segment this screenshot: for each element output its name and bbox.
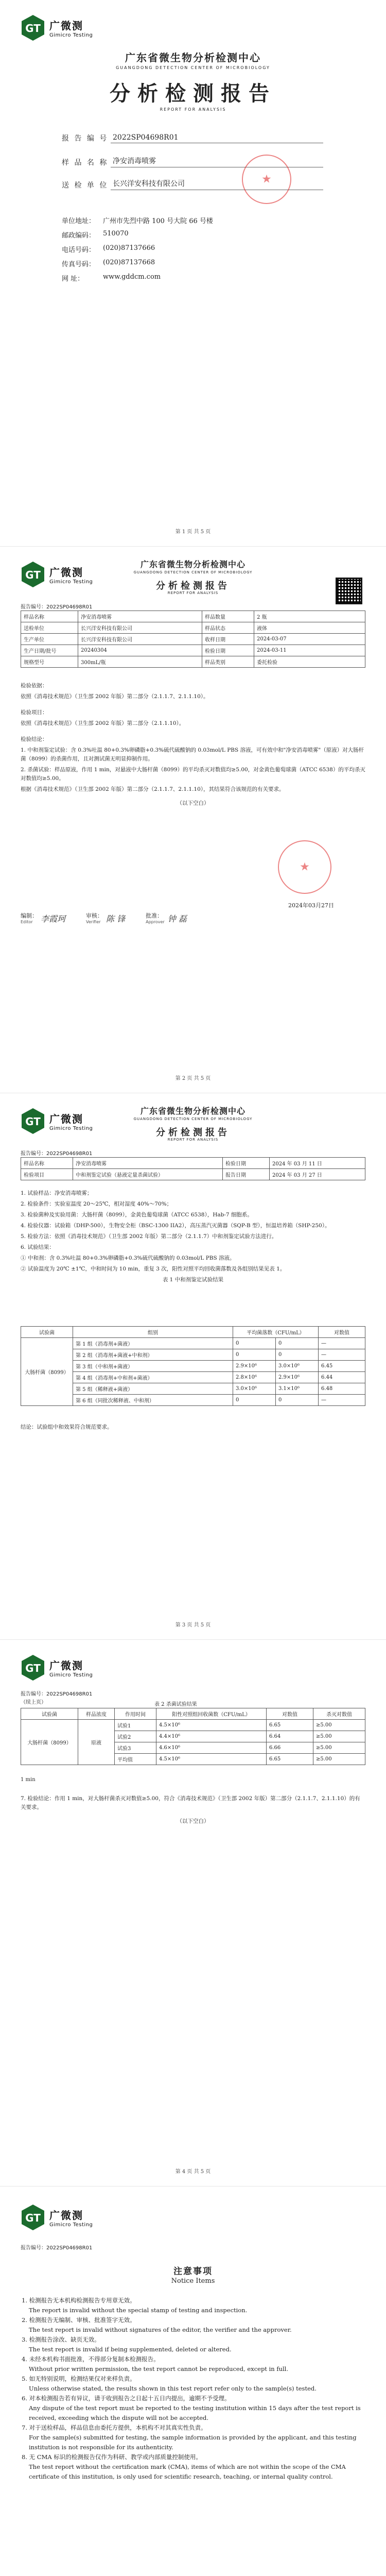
- neutralizer-result-table: [21, 1326, 365, 1406]
- report-title-en: REPORT FOR ANALYSIS: [167, 591, 219, 595]
- cell: 样品名称: [21, 1158, 73, 1169]
- cell: 第 3 组（中和剂+菌液）: [73, 1361, 233, 1372]
- cover-field-report-no: [62, 133, 323, 143]
- sample-info-table: [21, 611, 365, 668]
- cell: 6.66: [267, 1742, 313, 1754]
- info-postcode: [62, 230, 129, 240]
- report-number: 报告编号：2022SP04698R01: [21, 604, 93, 610]
- table-row: [21, 1158, 365, 1169]
- info-fax: [62, 259, 155, 268]
- cell: 4.6×10⁶: [156, 1742, 267, 1754]
- col-header: 平均菌落数（CFU/mL）: [233, 1327, 319, 1338]
- logo-cn: 广微测: [49, 2209, 83, 2222]
- info-value: (020)87137666: [103, 244, 155, 252]
- logo-cn: 广微测: [49, 1659, 83, 1672]
- paragraph: ② 试验温度为 20℃ ±1℃，中和时间为 10 min，重复 3 次，阳性对照平均回收菌落数及各组别结果见表 1。: [21, 1266, 286, 1272]
- table-row: [21, 1372, 365, 1383]
- report-title-en: REPORT FOR ANALYSIS: [160, 107, 226, 112]
- report-number: 报告编号：2022SP04698R01: [21, 2245, 93, 2251]
- report-number: 报告编号：2022SP04698R01: [21, 1151, 93, 1157]
- cell: 第 6 组（同批次稀释液、中和剂）: [73, 1395, 233, 1406]
- cell: 4.5×10⁶: [156, 1720, 267, 1731]
- info-label: 网 址：: [62, 275, 84, 283]
- info-website: [62, 273, 161, 283]
- col-header: 试验菌: [21, 1708, 78, 1720]
- svg-text:GT: GT: [25, 1115, 41, 1128]
- org-logo: [21, 2202, 93, 2233]
- cell: 平均值: [115, 1754, 156, 1765]
- cell: 样品名称: [21, 611, 78, 622]
- svg-text:GT: GT: [25, 1662, 41, 1674]
- col-header: 试验菌: [21, 1327, 73, 1338]
- notice-item: 5. 如无特别说明，检测结果仅对来样负责。: [22, 2375, 136, 2382]
- conclusion-section: [21, 1794, 365, 1828]
- page-number: 第 4 页 共 5 页: [175, 2169, 211, 2175]
- info-label: 传真号码：: [62, 261, 96, 268]
- info-value: www.gddcm.com: [103, 273, 161, 281]
- cell: 20240304: [78, 645, 202, 656]
- org-name: 广东省微生物分析检测中心: [125, 52, 261, 64]
- paragraph: 4. 检验仪器：试验箱（DHP-500），生物安全柜（BSC-1300 IIA2），高压蒸汽灭菌器（SQP-B 型），恒温培养箱（SHP-250）。: [21, 1223, 330, 1229]
- cell: 收样日期: [202, 634, 254, 645]
- logo-cn: 广微测: [49, 1113, 83, 1125]
- signer-editor: [21, 911, 65, 924]
- field-value: 净安消毒喷雾: [111, 156, 323, 167]
- cell: 净安消毒喷雾: [73, 1158, 223, 1169]
- cell: 第 5 组（稀释液+菌液）: [73, 1383, 233, 1395]
- signature: 钟 磊: [167, 914, 187, 924]
- org-logo: [21, 1652, 93, 1683]
- signer-role-en: Approver: [146, 920, 165, 924]
- conclusion-text: 2. 杀菌试验：样品原液，作用 1 min，对悬液中大肠杆菌（8099）的平均杀灭对数值均≥5.00，对金黄色葡萄球菌（ATCC 6538）的平均杀灭对数值均≥5.00。: [21, 767, 365, 782]
- cell: —: [319, 1395, 365, 1406]
- cell: 试验2: [115, 1731, 156, 1742]
- notice-item: 1. 检测报告无本机构检测报告专用章无效。: [22, 2297, 136, 2304]
- org-logo: [21, 12, 93, 43]
- cell: —: [319, 1349, 365, 1361]
- table-header-row: [21, 1708, 365, 1720]
- basis-text: 依照《消毒技术规范》（卫生部 2002 年版）第二部分（2.1.1.7、2.1.1.10）。: [21, 693, 209, 700]
- cell: 液体: [254, 622, 365, 634]
- signer-role: 编制：: [21, 912, 38, 919]
- org-name-en: GUANGDONG DETECTION CENTER OF MICROBIOLOGY: [116, 65, 270, 70]
- col-header: 阳性对照组回收菌数（CFU/mL）: [156, 1708, 267, 1720]
- info-value: 广州市先烈中路 100 号大院 66 号楼: [103, 217, 213, 225]
- page-summary: [0, 547, 386, 1093]
- blank-note: （以下空白）: [177, 1818, 209, 1824]
- org-name: 广东省微生物分析检测中心: [140, 1106, 245, 1116]
- notice-item-en: The report is invalid without the special stamp of testing and inspection.: [29, 2307, 248, 2314]
- table-footnote: 结论：试验组中和效果符合规范要求。: [21, 1424, 113, 1430]
- field-label: 样 品 名 称: [62, 159, 109, 167]
- cell: 6.65: [267, 1754, 313, 1765]
- cell: 300mL/瓶: [78, 656, 202, 668]
- cell: 样品数量: [202, 611, 254, 622]
- org-name-en: GUANGDONG DETECTION CENTER OF MICROBIOLOGY: [133, 570, 253, 574]
- official-seal: ★: [242, 155, 291, 204]
- notice-item-en: The test report is invalid without signatures of the editor, the verifier and the approver.: [29, 2326, 292, 2333]
- paragraph: ① 中和剂：含 0.3%吐温 80+0.3%卵磷脂+0.3%硫代硫酸钠的 0.03mol/L PBS 溶液。: [21, 1255, 235, 1261]
- org-name: 广东省微生物分析检测中心: [140, 560, 245, 569]
- conclusion-text: 1. 中和剂鉴定试验：含 0.3%吐温 80+0.3%卵磷脂+0.3%硫代硫酸钠的 0.03mol/L PBS 溶液，可有效中和"净安消毒喷雾"（原液）对大肠杆菌（8099）的杀菌作用，且对测试菌无明显抑制作用。: [21, 747, 364, 762]
- report-title: 分析检测报告: [156, 1127, 230, 1138]
- report-date: 2024年03月27日: [288, 902, 334, 909]
- cell: 生产日期/批号: [21, 645, 78, 656]
- paragraph: 3. 检验菌种及实验用菌：大肠杆菌（8099），金黄色葡萄球菌（ATCC 6538），Hab-7 细胞系。: [21, 1212, 253, 1218]
- table-row: [21, 1361, 365, 1372]
- org-name-en: GUANGDONG DETECTION CENTER OF MICROBIOLOGY: [133, 1117, 253, 1121]
- conclusion-text: 7. 检验结论：作用 1 min，对大肠杆菌杀灭对数值≥5.00，符合《消毒技术规范》（卫生部 2002 年版）第二部分（2.1.1.7、2.1.1.10）的有关要求。: [21, 1795, 360, 1810]
- info-label: 电话号码：: [62, 246, 96, 254]
- signature: 陈 锋: [106, 914, 126, 924]
- bactericidal-result-table: [21, 1708, 365, 1765]
- info-label: 邮政编码：: [62, 232, 96, 240]
- cell: 0: [275, 1395, 318, 1406]
- notice-title-en: Notice Items: [171, 2277, 215, 2285]
- info-address: [62, 215, 213, 225]
- cell: 2 瓶: [254, 611, 365, 622]
- cell: —: [319, 1338, 365, 1349]
- item-text: 依照《消毒技术规范》（卫生部 2002 年版）第二部分（2.1.1.10）。: [21, 720, 185, 726]
- continued-note: （续上页）: [21, 1700, 46, 1705]
- table-row: [21, 645, 365, 656]
- table-caption: 表 2 杀菌试验结果: [154, 1702, 197, 1707]
- cell: 0: [233, 1338, 276, 1349]
- cell: 净安消毒喷雾: [78, 611, 202, 622]
- table-header-row: [21, 1327, 365, 1338]
- notice-item: 4. 未经本机构书面批准，不得部分复制本检测报告。: [22, 2355, 160, 2363]
- cell: ≥5.00: [313, 1742, 365, 1754]
- notice-item-en: Unless otherwise stated, the results shown in this test report refer only to the sample(s) tested.: [29, 2385, 317, 2392]
- notice-item: 3. 检测报告涂改、缺页无效。: [22, 2336, 100, 2343]
- concentration-cell: 原液: [78, 1720, 115, 1765]
- svg-text:GT: GT: [25, 22, 41, 35]
- col-header: 对数值: [267, 1708, 313, 1720]
- cell: 检验项目: [21, 1169, 73, 1180]
- field-label: 报 告 编 号: [62, 134, 109, 143]
- page-cover: [0, 0, 386, 546]
- notice-item: 2. 检测报告无编制、审核、批准签字无效。: [22, 2316, 136, 2324]
- field-label: 送 检 单 位: [62, 181, 109, 190]
- paragraph: 6. 试验结果：: [21, 1244, 55, 1250]
- logo-en: Gimicro Testing: [49, 2222, 93, 2228]
- col-header: 对数值: [319, 1327, 365, 1338]
- notice-item-en: The test report without the certification mark (CMA), items of which are not within the scope of the CMA certificate of this institution, is only used for scientific research, teaching, or internal quality control.: [29, 2463, 346, 2480]
- paragraph: 5. 检验方法：依照《消毒技术规范》（卫生部 2002 年版）第二部分（2.1.1.7）中和剂鉴定试验方法进行。: [21, 1233, 277, 1240]
- page-bactericidal-test: [0, 1640, 386, 2186]
- time-label: 1 min: [21, 1777, 36, 1783]
- page-number: 第 1 页 共 5 页: [175, 529, 211, 535]
- report-title: 分析检测报告: [156, 581, 230, 591]
- cell: 试验3: [115, 1742, 156, 1754]
- info-label: 单位地址：: [62, 217, 96, 225]
- cell: 2.9×10⁶: [275, 1372, 318, 1383]
- table-row: [21, 622, 365, 634]
- table-row: [21, 1349, 365, 1361]
- cell: 样品状态: [202, 622, 254, 634]
- cell: 2.9×10⁶: [233, 1361, 276, 1372]
- table-row: [21, 1395, 365, 1406]
- page-number: 第 2 页 共 5 页: [175, 1076, 211, 1081]
- logo-en: Gimicro Testing: [49, 1126, 93, 1131]
- table-row: [21, 611, 365, 622]
- page-neutralizer-test: [0, 1093, 386, 1639]
- cell: 3.0×10⁶: [275, 1361, 318, 1372]
- col-header: 样品浓度: [78, 1708, 115, 1720]
- paragraph: 2. 检验条件：实验室温度 20～25℃，相对湿度 40%～70%；: [21, 1201, 172, 1207]
- field-value: 2022SP04698R01: [111, 133, 323, 143]
- cell: 3.1×10⁶: [275, 1383, 318, 1395]
- logo-en: Gimicro Testing: [49, 1672, 93, 1678]
- cell: 6.65: [267, 1720, 313, 1731]
- gt-logo-icon: [21, 14, 45, 42]
- notice-item-en: For the sample(s) submitted for testing, the sample information is provided by the applicant, and this testing institution is not responsible for its authenticity.: [29, 2434, 357, 2451]
- signature-row: [21, 911, 187, 924]
- cell: 中和剂鉴定试验（悬液定量杀菌试验）: [73, 1169, 223, 1180]
- signer-approver: [146, 911, 187, 924]
- cell: 生产单位: [21, 634, 78, 645]
- cell: ≥5.00: [313, 1720, 365, 1731]
- cell: 检验日期: [202, 645, 254, 656]
- cell: 委托检验: [254, 656, 365, 668]
- item-label: 检验项目：: [21, 709, 48, 716]
- page-number: 第 3 页 共 5 页: [175, 1622, 211, 1628]
- cell: 送检单位: [21, 622, 78, 634]
- cell: 6.64: [267, 1731, 313, 1742]
- notice-item: 8. 无 CMA 标识的检测报告仅作为科研、教学或内部质量控制使用。: [22, 2453, 202, 2461]
- cell: 6.45: [319, 1361, 365, 1372]
- logo-cn: 广微测: [49, 566, 83, 579]
- gt-logo-icon: [21, 1654, 45, 1682]
- logo-en: Gimicro Testing: [49, 32, 93, 38]
- conclusion-label: 检验结论：: [21, 736, 48, 742]
- signer-role: 审核：: [86, 912, 103, 919]
- organism-cell: 大肠杆菌（8099）: [21, 1720, 78, 1765]
- cell: 长兴洋安科技有限公司: [78, 622, 202, 634]
- table-row: [21, 1338, 365, 1349]
- cell: 2024 年 03 月 11 日: [270, 1158, 365, 1169]
- cell: 第 2 组（消毒剂+菌液+中和剂）: [73, 1349, 233, 1361]
- cell: 试验1: [115, 1720, 156, 1731]
- cell: 规格型号: [21, 656, 78, 668]
- table-caption: 表 1 中和剂鉴定试验结果: [162, 1277, 224, 1283]
- page-notice: [0, 2187, 386, 2576]
- cell: 报告日期: [223, 1169, 270, 1180]
- notice-item-en: Any dispute of the test report must be reported to the testing institution within 15 days after the test report is received, exceeding which the dispute will not be accepted.: [29, 2404, 361, 2421]
- info-value: 510070: [103, 230, 129, 238]
- notice-item-en: Without prior written permission, the test report cannot be reproduced, except in full.: [29, 2365, 288, 2372]
- blank-note: （以下空白）: [177, 800, 209, 806]
- signer-role: 批准：: [146, 912, 163, 919]
- col-header: 杀灭对数值: [313, 1708, 365, 1720]
- notice-item-en: The test report is invalid if being supplemented, deleted or altered.: [29, 2346, 232, 2353]
- report-title: 分析检测报告: [110, 81, 276, 106]
- cell: ≥5.00: [313, 1731, 365, 1742]
- report-title-en: REPORT FOR ANALYSIS: [167, 1138, 219, 1142]
- report-number: 报告编号：2022SP04698R01: [21, 1691, 93, 1697]
- cell: 0: [233, 1349, 276, 1361]
- logo-en: Gimicro Testing: [49, 579, 93, 585]
- notice-item: 7. 对于送检样品，样品信息由委托方提供，本机构不对其真实性负责。: [22, 2424, 207, 2431]
- signer-verifier: [86, 911, 125, 924]
- cell: 0: [233, 1395, 276, 1406]
- col-header: 组别: [73, 1327, 233, 1338]
- method-section: [21, 1189, 365, 1286]
- cell: 样品类别: [202, 656, 254, 668]
- cell: 第 1 组（消毒剂+菌液）: [73, 1338, 233, 1349]
- cell: 4.5×10⁶: [156, 1754, 267, 1765]
- gt-logo-icon: [21, 2204, 45, 2231]
- cell: 2024-03-07: [254, 634, 365, 645]
- col-header: 作用时间: [115, 1708, 156, 1720]
- info-phone: [62, 244, 155, 254]
- cell: 0: [275, 1349, 318, 1361]
- table-row: [21, 634, 365, 645]
- signature: 李霞珂: [41, 914, 66, 924]
- cell: 2.8×10⁶: [233, 1372, 276, 1383]
- signer-role-en: Verifier: [86, 920, 101, 924]
- svg-text:GT: GT: [25, 569, 41, 581]
- cell: 检验日期: [223, 1158, 270, 1169]
- organism-cell: 大肠杆菌（8099）: [21, 1338, 73, 1406]
- notice-list: [22, 2296, 364, 2482]
- cell: 6.44: [319, 1372, 365, 1383]
- header-table: [21, 1157, 365, 1180]
- notice-title: 注意事项: [173, 2266, 213, 2277]
- cell: 长兴洋安科技有限公司: [78, 634, 202, 645]
- logo-cn: 广微测: [49, 20, 83, 32]
- paragraph: 1. 试验样品：净安消毒喷雾；: [21, 1190, 93, 1196]
- svg-text:GT: GT: [25, 2212, 41, 2224]
- basis-section: [21, 682, 365, 810]
- qr-code: [336, 578, 362, 604]
- cell: 3.0×10⁶: [233, 1383, 276, 1395]
- cell: ≥5.00: [313, 1754, 365, 1765]
- basis-label: 检验依据：: [21, 683, 48, 689]
- conclusion-text: 根据《消毒技术规范》（卫生部 2002 年版）第二部分（2.1.1.7、2.1.1.10），其结果符合该规范的有关要求。: [21, 786, 285, 792]
- cell: 6.48: [319, 1383, 365, 1395]
- table-row: [21, 1169, 365, 1180]
- table-row: [21, 1383, 365, 1395]
- table-row: [21, 1720, 365, 1731]
- cell: 第 4 组（消毒剂+中和剂+菌液）: [73, 1372, 233, 1383]
- cell: 0: [275, 1338, 318, 1349]
- cell: 2024-03-11: [254, 645, 365, 656]
- official-seal: ★: [278, 840, 331, 894]
- cell: 4.4×10⁶: [156, 1731, 267, 1742]
- info-value: (020)87137668: [103, 259, 155, 266]
- notice-item: 6. 对本检测报告若有异议，请于收到报告之日起十五日内提出，逾期不予受理。: [22, 2395, 231, 2402]
- cell: 2024 年 03 月 27 日: [270, 1169, 365, 1180]
- field-value: 长兴洋安科技有限公司: [111, 178, 323, 190]
- table-row: [21, 656, 365, 668]
- signer-role-en: Editor: [21, 920, 33, 924]
